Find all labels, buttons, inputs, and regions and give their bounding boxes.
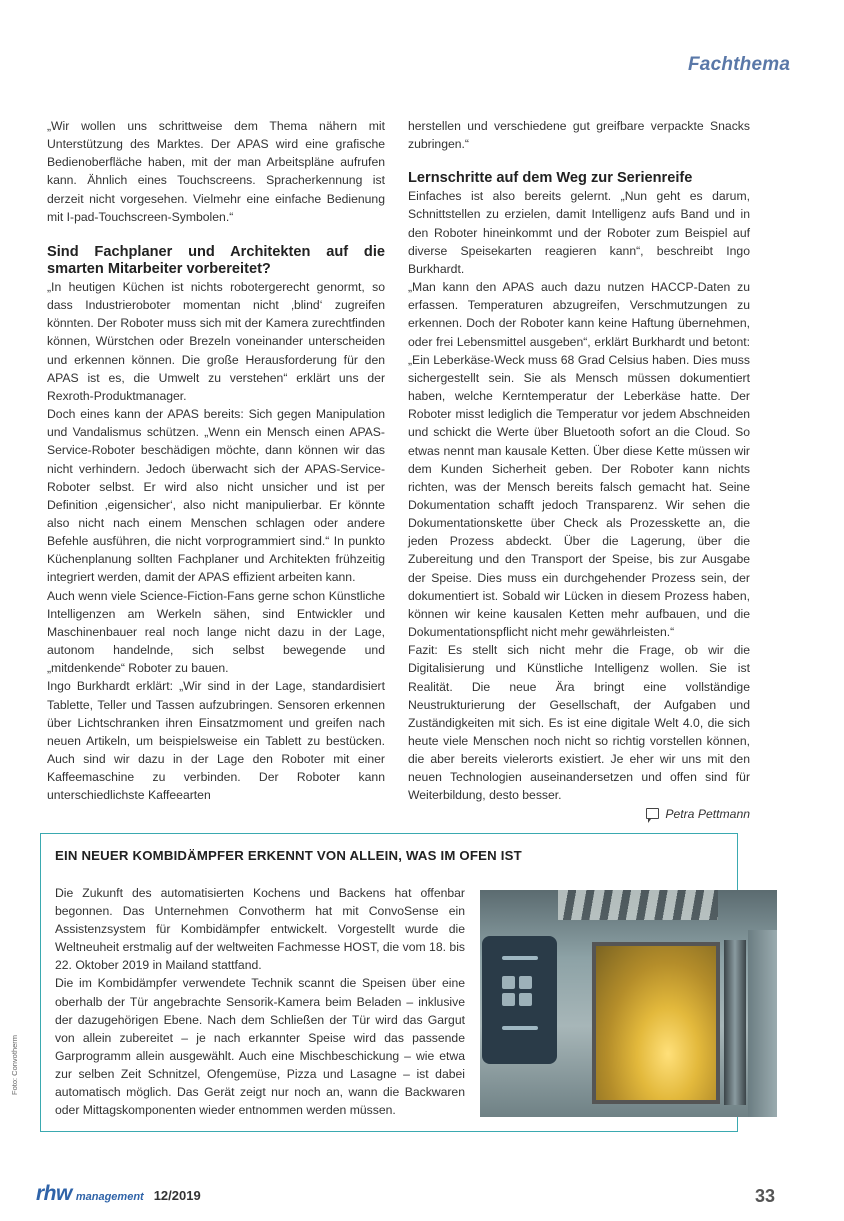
issue-number: 12/2019: [153, 1188, 201, 1203]
paragraph: Die Zukunft des automatisierten Kochens und Backens hat offenbar begonnen. Das Unternehmen Convotherm hat mit ConvoSense ein Assistenzsystem für Kombidämpfer entwickelt. Vorgestellt wurde die Weltneuheit erstmalig auf der weltweiten Fachmesse HOST, die vom 18. bis 22. Oktober 2019 in Mailand stattfand.: [55, 886, 465, 973]
brand-logo: rhw: [36, 1182, 72, 1205]
paragraph: Auch wenn viele Science-Fiction-Fans gerne schon Künstliche Intelligenzen am Werkeln sähen, sind Entwickler und Maschinenbauer real noch lange nicht dazu in der Lage, autonom handelnde, sich selbst bewegende und „mitdenkende“ Roboter zu bauen.: [47, 588, 385, 676]
subheading: Lernschritte auf dem Weg zur Serienreife: [408, 170, 693, 187]
brand-subtitle: management: [75, 1191, 144, 1203]
subheading: Sind Fachplaner und Architekten auf die smarten Mitarbeiter vorbereitet?: [47, 243, 385, 277]
author-line: [408, 805, 750, 823]
right-column: [408, 117, 750, 823]
photo-control-panel: [482, 936, 557, 1064]
photo-credit: Foto: Convotherm: [10, 1034, 19, 1095]
paragraph: „Man kann den APAS auch dazu nutzen HACCP-Daten zu erfassen. Temperaturen abzugreifen, Verschmutzungen zu erkennen. Doch der Roboter kann keine Haftung übernehmen, oder frei Lebensmittel ausgeben“, erklärt Burkhardt und betont: „Ein Leberkäse-Weck muss 68 Grad Celsius haben. Dies muss sichergestellt sein. Sie als Mensch müssen dokumentiert haben, welche Kerntemperatur der Leberkäse hatte. Der Roboter misst lediglich die Temperatur vor jedem Abschneiden und schickt die Werte über Bluetooth sofort an die Cloud. So etwas nennt man kausale Ketten. Über diese Kette müssen wir dem Kunden Sicherheit geben. Der Roboter kann nichts richten, was der Mensch bereits falsch gemacht hat. Seine Dokumentation schafft jedoch Transparenz. Wir sehen die Dokumentationskette über Check als Prozesskette an, die jeden Prozess abdeckt. Über die Lagerung, über die Zubereitung und den Transport der Speise, bis zur Ausgabe der Speise. Dies muss ein durchgehender Prozess sein, der dokumentiert ist. Sobald wir Lücken in diesem Prozess haben, können wir keine kausalen Ketten mehr aufbauen, und die Dokumentationspflicht nicht mehr gewährleisten.“: [408, 280, 750, 640]
paragraph: „In heutigen Küchen ist nichts robotergerecht genormt, so dass Industrieroboter momentan nicht ‚blind‘ zugreifen könnten. Der Roboter muss sich mit der Kamera zurechtfinden können, Würstchen oder Brezeln voneinander unterscheiden und erkennen können. Die große Herausforderung für den APAS ist es, die Umwelt zu verstehen“ erklärt uns der Rexroth-Produktmanager.: [47, 279, 385, 403]
paragraph: Doch eines kann der APAS bereits: Sich gegen Manipulation und Vandalismus schützen. „Wenn ein Mensch einen APAS-Service-Roboter beschädigen möchte, dann können wir das nicht verhindern. Jedoch überwacht sich der APAS-Service-Roboter selbst. Er wird also nicht unsicher und ist per Definition ‚eigensicher‘, also nicht manipulierbar. Er könnte also nicht nach einem Menschen schlagen oder andere Befehle ausführen, die nicht vorprogrammiert sind.“ In punkto Küchenplanung sollten Fachplaner und Architekten frühzeitig integriert werden, damit der APAS effizient arbeiten kann.: [47, 407, 385, 585]
paragraph: „Wir wollen uns schrittweise dem Thema nähern mit Unterstützung des Marktes. Der APAS wird eine grafische Bedienoberfläche haben, mit der man Arbeitspläne aufrufen kann. Ähnlich eines Touchscreens. Spracherkennung ist derzeit nicht vorgesehen. Vielmehr eine einfache Bedienung mit I-pad-Touchscreen-Symbolen.“: [47, 119, 385, 224]
paragraph: Fazit: Es stellt sich nicht mehr die Frage, ob wir die Digitalisierung und Künstliche Intelligenz wollen. Sie ist Realität. Die neue Ära bringt eine vollständige Neustrukturierung der Gesellschaft, der Aufgaben und Zuständigkeiten mit sich. Es ist eine digitale Welt 4.0, die sich heute viele Menschen noch nicht so richtig vorstellen können, die aber bereits vielerorts existiert. Je eher wir uns mit den neuen Technologien auseinandersetzen und offen sind für Weiterbildung, desto besser.: [408, 643, 750, 803]
oven-photo: [480, 890, 777, 1117]
section-label: Fachthema: [688, 54, 791, 75]
author-name: Petra Pettmann: [665, 806, 750, 821]
paragraph: Die im Kombidämpfer verwendete Technik scannt die Speisen über eine oberhalb der Tür angebrachte Sensorik-Kamera beim Beladen – inklusive der dazugehörigen Ebene. Nach dem Schließen der Tür wird das Gargut von allein zubereitet – je nach erkannter Speise wird das passende Garprogramm allein ausgewählt. Auch eine Mischbeschickung – wie etwa zur selben Zeit Schnitzel, Ofengemüse, Pizza und Lasagne – ist dabei automatisch möglich. Das Gerät zeigt nur noch an, wann die Backwaren oder Mittagskomponenten wieder entnommen werden müssen.: [55, 976, 465, 1118]
page-number: 33: [755, 1186, 776, 1206]
photo-door-hinge: [724, 940, 746, 1105]
footer-brand: [36, 1182, 201, 1206]
info-box-title: EIN NEUER KOMBIDÄMPFER ERKENNT VON ALLEIN, WAS IM OFEN IST: [55, 848, 522, 863]
paragraph: Einfaches ist also bereits gelernt. „Nun geht es darum, Schnittstellen zu erzielen, damit Intelligenz aufs Band und in den Roboter hineinkommt und der Roboter zum Beispiel auf diverse Speisekarten reagieren kann“, beschreibt Ingo Burkhardt.: [408, 189, 750, 276]
speech-bubble-icon: [646, 808, 659, 819]
photo-oven-interior: [592, 942, 720, 1104]
left-column: [47, 117, 385, 804]
info-box-text: [55, 884, 465, 1119]
paragraph: herstellen und verschiedene gut greifbare verpackte Snacks zubringen.“: [408, 119, 750, 152]
photo-side-panel: [748, 930, 777, 1117]
photo-hood-detail: [558, 890, 718, 920]
paragraph: Ingo Burkhardt erklärt: „Wir sind in der Lage, standardisiert Tablette, Teller und Tassen aufzubringen. Sensoren erkennen über Lichtschranken ihren Einsatzmoment und greifen nach neuen Artikeln, um beispielsweise ein Tablett zu bestücken. Auch sind wir dazu in der Lage den Roboter mit einer Kaffeemaschine zu verbinden. Der Roboter kann unterschiedlichste Kaffeearten: [47, 679, 385, 803]
